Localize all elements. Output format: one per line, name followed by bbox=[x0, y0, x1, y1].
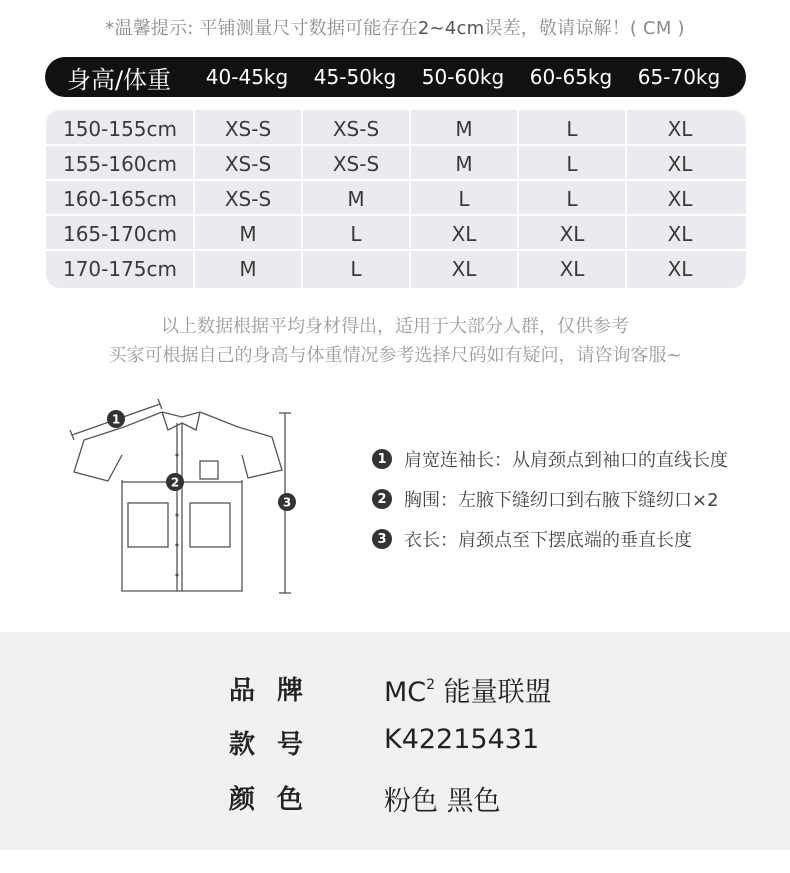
legend-item bbox=[372, 526, 692, 552]
color-row bbox=[0, 779, 790, 819]
garment-outline bbox=[60, 395, 310, 605]
size-cell: XS-S bbox=[224, 151, 272, 176]
brand-label: 品牌 bbox=[229, 676, 326, 706]
table-row bbox=[46, 146, 746, 181]
size-cell: XL bbox=[667, 221, 693, 246]
legend-text: 肩宽连袖长：从肩颈点到袖口的直线长度 bbox=[404, 450, 728, 471]
brand-row bbox=[0, 670, 790, 710]
header-weight-col: 45-50kg bbox=[313, 65, 397, 89]
marker-2-label: 2 bbox=[170, 475, 180, 490]
size-cell: XS-S bbox=[224, 116, 272, 141]
size-cell: L bbox=[350, 256, 362, 281]
size-table-header bbox=[45, 57, 746, 97]
size-cell: M bbox=[455, 151, 473, 176]
header-weight-col: 65-70kg bbox=[637, 65, 721, 89]
marker-3-label: 3 bbox=[282, 495, 292, 510]
size-cell: XL bbox=[667, 151, 693, 176]
legend-item bbox=[372, 486, 719, 512]
header-height-weight: 身高/体重 bbox=[66, 65, 172, 94]
marker-1-label: 1 bbox=[111, 412, 121, 427]
header-weight-col: 40-45kg bbox=[205, 65, 289, 89]
size-cell: XS-S bbox=[332, 116, 380, 141]
size-cell: XL bbox=[667, 116, 693, 141]
brand-value: $MC^2$ 能量联盟 bbox=[384, 677, 552, 708]
product-info bbox=[0, 632, 790, 850]
size-cell: L bbox=[458, 186, 470, 211]
header-weight-col: 50-60kg bbox=[421, 65, 505, 89]
marker-3 bbox=[278, 493, 296, 511]
size-cell: XS-S bbox=[332, 151, 380, 176]
size-cell: XL bbox=[559, 221, 585, 246]
size-cell: L bbox=[566, 151, 578, 176]
legend-number: 3 bbox=[372, 529, 392, 549]
garment-diagram bbox=[60, 395, 310, 609]
measurement-tip bbox=[0, 14, 790, 40]
color-value: 粉色 黑色 bbox=[384, 786, 501, 817]
size-cell: XL bbox=[667, 256, 693, 281]
height-cell: 165-170cm bbox=[62, 221, 178, 246]
size-cell: L bbox=[566, 186, 578, 211]
model-value: K42215431 bbox=[384, 724, 540, 755]
size-cell: L bbox=[566, 116, 578, 141]
size-cell: M bbox=[239, 256, 257, 281]
height-cell: 155-160cm bbox=[62, 151, 178, 176]
size-cell: M bbox=[455, 116, 473, 141]
marker-2 bbox=[166, 473, 184, 491]
size-table bbox=[46, 110, 746, 288]
size-cell: XL bbox=[559, 256, 585, 281]
height-cell: 150-155cm bbox=[62, 116, 178, 141]
size-cell: M bbox=[239, 221, 257, 246]
note-line-1: 以上数据根据平均身材得出，适用于大部分人群，仅供参考 bbox=[161, 316, 629, 337]
size-cell: XL bbox=[451, 221, 477, 246]
legend-text: 胸围：左腋下缝纫口到右腋下缝纫口×2 bbox=[404, 490, 719, 511]
tip-prefix: *温馨提示: 平铺测量尺寸数据可能存在 bbox=[105, 18, 418, 39]
tip-range: 2~4cm bbox=[417, 18, 485, 39]
legend-number: 2 bbox=[372, 489, 392, 509]
legend-text: 衣长：肩颈点至下摆底端的垂直长度 bbox=[404, 530, 692, 551]
table-row bbox=[46, 181, 746, 216]
table-row bbox=[46, 251, 746, 286]
note-line-2: 买家可根据自己的身高与体重情况参考选择尺码如有疑问，请咨询客服~ bbox=[108, 345, 682, 366]
tip-suffix: 误差，敬请谅解！( CM ) bbox=[484, 18, 685, 39]
legend-number: 1 bbox=[372, 449, 392, 469]
size-cell: XL bbox=[451, 256, 477, 281]
size-cell: XL bbox=[667, 186, 693, 211]
color-label: 颜色 bbox=[229, 785, 326, 815]
size-cell: M bbox=[347, 186, 365, 211]
height-cell: 160-165cm bbox=[62, 186, 178, 211]
height-cell: 170-175cm bbox=[62, 256, 178, 281]
model-row bbox=[0, 724, 790, 764]
marker-1 bbox=[107, 410, 125, 428]
model-label: 款号 bbox=[229, 730, 326, 760]
size-cell: L bbox=[350, 221, 362, 246]
table-row bbox=[46, 111, 746, 146]
legend-item bbox=[372, 446, 728, 472]
size-cell: XS-S bbox=[224, 186, 272, 211]
header-weight-col: 60-65kg bbox=[529, 65, 613, 89]
table-row bbox=[46, 216, 746, 251]
